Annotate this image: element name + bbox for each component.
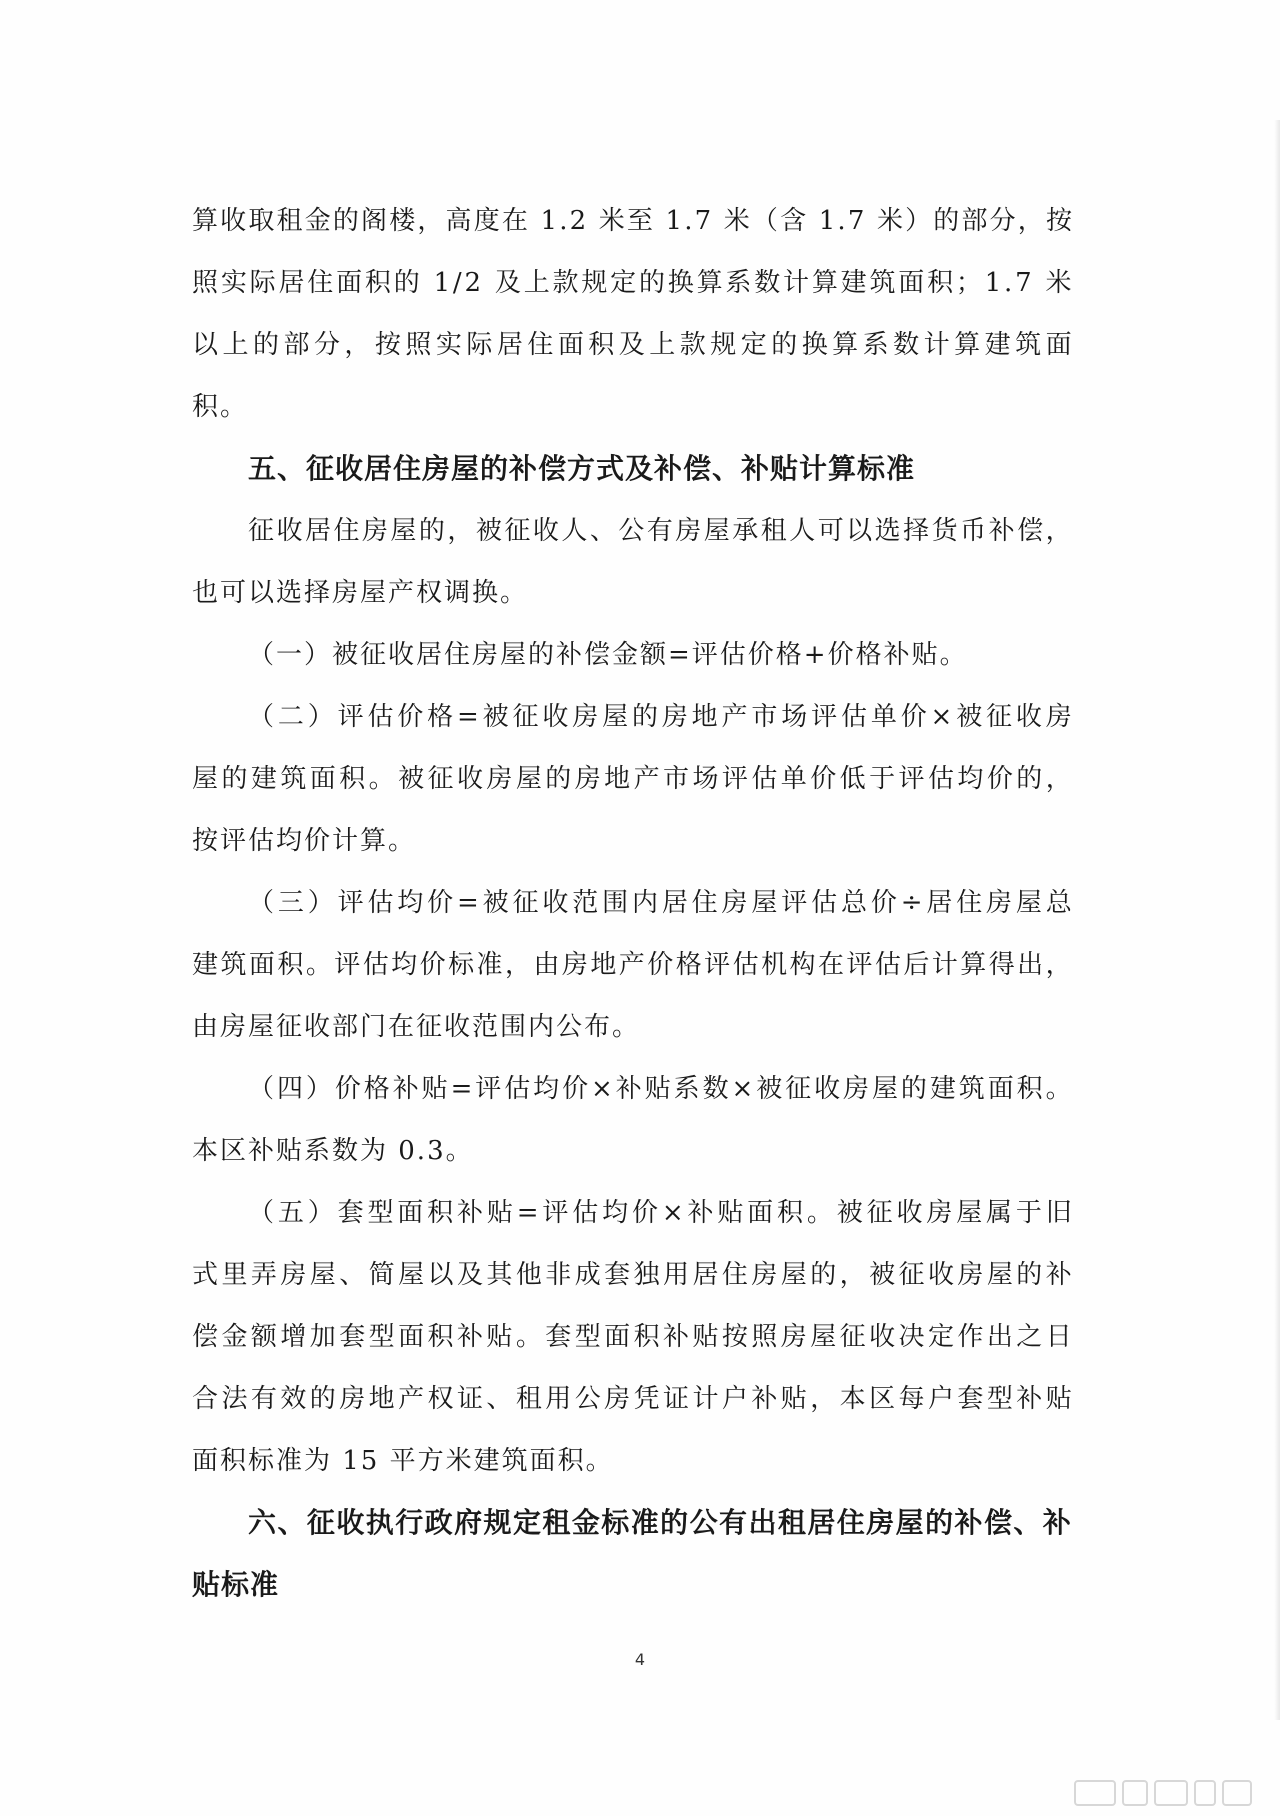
paragraph-line: 屋 的 建 筑 面 积 。 被 征 收 房 屋 的 房 地 产 市 场 评 估 单 价 低 于 评 估 均 价 的 ， (192, 764, 1072, 794)
paragraph-line: 积。 (192, 392, 249, 422)
paragraph-line: （ 五 ） 套 型 面 积 补 贴 = 评 估 均 价 × 补 贴 面 积 。 被 征 收 房 屋 属 于 旧 (248, 1198, 1072, 1228)
paragraph-line: 面积标准为 15 平方米建筑面积。 (192, 1446, 614, 1476)
paragraph-line: （ 四 ） 价 格 补 贴 = 评 估 均 价 × 补 贴 系 数 × 被 征 收 房 屋 的 建 筑 面 积 。 (248, 1074, 1072, 1104)
section-heading-6: 六 、 征 收 执 行 政 府 规 定 租 金 标 准 的 公 有 出 租 居 住 房 屋 的 补 偿 、 补 (248, 1506, 1072, 1539)
paragraph-line: 偿 金 额 增 加 套 型 面 积 补 贴 。 套 型 面 积 补 贴 按 照 房 屋 征 收 决 定 作 出 之 日 (192, 1322, 1072, 1352)
document-body (192, 190, 1072, 1616)
paragraph-line: 本区补贴系数为 0.3。 (192, 1136, 474, 1166)
watermark-icon (1042, 1778, 1252, 1808)
paragraph-line: （ 二 ） 评 估 价 格 = 被 征 收 房 屋 的 房 地 产 市 场 评 估 单 价 × 被 征 收 房 (248, 702, 1072, 732)
paragraph-line: 式 里 弄 房 屋 、 简 屋 以 及 其 他 非 成 套 独 用 居 住 房 屋 的 ， 被 征 收 房 屋 的 补 (192, 1260, 1072, 1290)
paragraph-line: 建 筑 面 积 。 评 估 均 价 标 准 ， 由 房 地 产 价 格 评 估 机 构 在 评 估 后 计 算 得 出 ， (192, 950, 1072, 980)
paragraph-line: 照 实 际 居 住 面 积 的 1 / 2 及 上 款 规 定 的 换 算 系 数 计 算 建 筑 面 积 ； 1 . 7 米 (192, 268, 1072, 298)
paragraph-line: 由房屋征收部门在征收范围内公布。 (192, 1012, 641, 1042)
paragraph-line: （ 三 ） 评 估 均 价 = 被 征 收 范 围 内 居 住 房 屋 评 估 总 价 ÷ 居 住 房 屋 总 (248, 888, 1072, 918)
paragraph-line: （一）被征收居住房屋的补偿金额=评估价格+价格补贴。 (248, 640, 968, 670)
page-number: 4 (634, 1650, 646, 1669)
paragraph-line: 按评估均价计算。 (192, 826, 417, 856)
scan-edge-shadow (1274, 120, 1280, 1720)
section-heading-5: 五、征收居住房屋的补偿方式及补偿、补贴计算标准 (248, 452, 916, 485)
paragraph-line: 以 上 的 部 分 ， 按 照 实 际 居 住 面 积 及 上 款 规 定 的 换 算 系 数 计 算 建 筑 面 (192, 330, 1072, 360)
paragraph-line: 征 收 居 住 房 屋 的 ， 被 征 收 人 、 公 有 房 屋 承 租 人 可 以 选 择 货 币 补 偿 ， (248, 516, 1072, 546)
paragraph-line: 算 收 取 租 金 的 阁 楼 ， 高 度 在 1 . 2 米 至 1 . 7 米 （ 含 1 . 7 米 ） 的 部 分 ， 按 (192, 206, 1072, 236)
paragraph-line: 合 法 有 效 的 房 地 产 权 证 、 租 用 公 房 凭 证 计 户 补 贴 ， 本 区 每 户 套 型 补 贴 (192, 1384, 1072, 1414)
paragraph-line: 也可以选择房屋产权调换。 (192, 578, 529, 608)
section-heading-6-cont: 贴标准 (192, 1568, 280, 1601)
